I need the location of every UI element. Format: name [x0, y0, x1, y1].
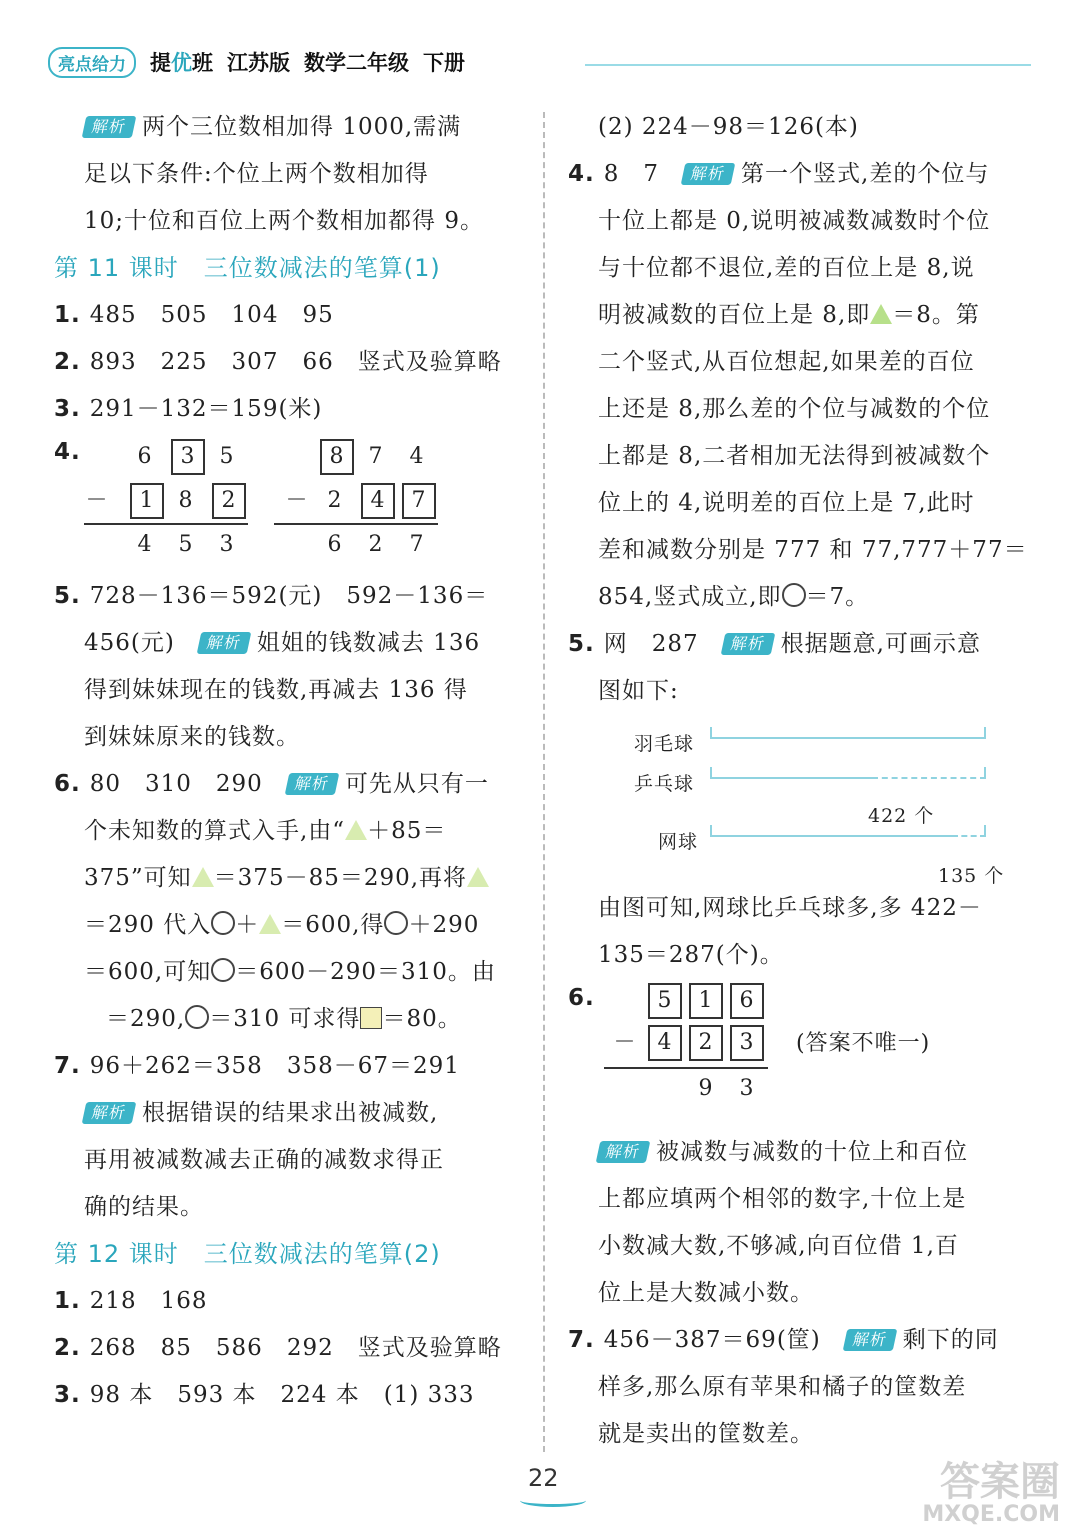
circle-icon [211, 958, 235, 982]
text-line: (2) 224－98＝126(本) [598, 114, 859, 140]
blank-box: 4 [361, 483, 395, 519]
text-line: 再用被减数减去正确的减数求得正 [84, 1147, 444, 1173]
answer-6-vertical-subtraction: 6. 5 1 6 － 4 2 3 9 3 (答案不唯一) [568, 985, 931, 1101]
answer-4: 4. 8 7 解析 第一个竖式,差的个位与 [568, 161, 990, 187]
label-tennis: 网球 [658, 831, 699, 853]
circle-icon [211, 911, 235, 935]
answer-12-3: 3. 98 本 593 本 224 本 (1) 333 [54, 1382, 475, 1408]
text-line: 由图可知,网球比乒乓球多,多 422－ [598, 895, 982, 921]
circle-icon [782, 583, 806, 607]
lesson-title: 第 12 课时 三位数减法的笔算(2) [54, 1240, 441, 1268]
comparison-diagram [568, 715, 1036, 885]
text-line: 得到妹妹现在的钱数,再减去 136 得 [84, 677, 468, 703]
text-line: ＝290 代入 ＋ ＝600,得 ＋290 [84, 912, 480, 938]
text-line: 456(元) 解析 姐姐的钱数减去 136 [84, 630, 481, 656]
text-line: 样多,那么原有苹果和橘子的筐数差 [598, 1374, 967, 1400]
page-number: 22 [528, 1464, 559, 1492]
note: (答案不唯一) [796, 1031, 931, 1056]
text-line: 明被减数的百位上是 8,即 ＝8。第 [598, 302, 980, 328]
analysis-line: 解析 被减数与减数的十位上和百位 [568, 1129, 1036, 1176]
text-line: 854,竖式成立,即 ＝7。 [598, 584, 870, 610]
triangle-icon [84, 1008, 106, 1028]
watermark: 答案圈 MXQE.COM [922, 1459, 1060, 1527]
triangle-icon [870, 304, 892, 324]
text-line: 到妹妹原来的钱数。 [84, 724, 300, 750]
blank-box: 2 [212, 483, 246, 519]
answer-6: 6. 80 310 290 解析 可先从只有一 [54, 771, 489, 797]
answer-7: 7. 96＋262＝358 358－67＝291 [54, 1053, 460, 1079]
answer-2: 2. 893 225 307 66 竖式及验算略 [54, 349, 502, 375]
triangle-icon [345, 820, 367, 840]
edition: 江苏版 [227, 51, 290, 75]
label-diff1: 422 个 [868, 805, 935, 827]
text-line: 小数减大数,不够减,向百位借 1,百 [598, 1233, 959, 1259]
label-badminton: 羽毛球 [634, 733, 695, 755]
circle-icon [185, 1005, 209, 1029]
answer-12-2: 2. 268 85 586 292 竖式及验算略 [54, 1335, 502, 1361]
brand-badge: 亮点给力 [48, 47, 136, 78]
analysis-line: 解析 根据错误的结果求出被减数, [54, 1090, 520, 1137]
text-line: 上都是 8,二者相加无法得到被减数个 [598, 443, 991, 469]
text-line: 上还是 8,那么差的个位与减数的个位 [598, 396, 991, 422]
lesson-title: 第 11 课时 三位数减法的笔算(1) [54, 254, 441, 282]
blank-box: 3 [171, 439, 205, 475]
text-line: 个未知数的算式入手,由“ ＋85＝ [84, 818, 447, 844]
blank-box: 7 [402, 483, 436, 519]
text-line: 375”可知 ＝375－85＝290,再将 [54, 855, 520, 902]
volume: 下册 [423, 51, 465, 75]
text-line: 足以下条件:个位上两个数相加得 [84, 161, 429, 187]
text-line: 位上的 4,说明差的百位上是 7,此时 [598, 490, 975, 516]
text-line: 二个竖式,从百位想起,如果差的百位 [598, 349, 975, 375]
text-line: 上都应填两个相邻的数字,十位上是 [598, 1186, 967, 1212]
blank-box: 1 [130, 483, 164, 519]
text-line: 确的结果。 [84, 1194, 204, 1220]
text-line: 差和减数分别是 777 和 77,777＋77＝ [598, 537, 1028, 563]
triangle-icon [467, 867, 489, 887]
square-icon [360, 1007, 382, 1029]
answer-12-1: 1. 218 168 [54, 1288, 208, 1314]
header-rule [585, 64, 1031, 66]
text-line: 位上是大数减小数。 [598, 1280, 814, 1306]
left-column [54, 104, 520, 1419]
text-line: 十位上都是 0,说明被减数减数时个位 [598, 208, 991, 234]
answer-5: 5. 728－136＝592(元) 592－136＝ [54, 583, 489, 609]
text-line: ＝600,可知 ＝600－290＝310。由 [84, 959, 496, 985]
right-column [568, 104, 1036, 1458]
text-line: 135＝287(个)。 [598, 942, 784, 968]
answer-1: 1. 485 505 104 95 [54, 302, 334, 328]
triangle-icon [259, 914, 281, 934]
answer-5: 5. 网 287 解析 根据题意,可画示意 [568, 631, 981, 657]
page-swoosh [520, 1494, 586, 1507]
blank-box: 8 [320, 439, 354, 475]
answer-4-vertical-subtraction: 4. 6 3 5 － 1 8 2 4 5 3 8 7 4 － 2 4 7 6 2 7 [54, 433, 520, 573]
text-line: ＝290, ＝310 可求得 ＝80。 [54, 996, 520, 1043]
circle-icon [384, 911, 408, 935]
series-title: 提优班 [150, 51, 213, 75]
text-line: 图如下: [598, 678, 679, 704]
page-header [48, 46, 465, 78]
analysis-line: 解析 两个三位数相加得 1000,需满 [54, 104, 520, 151]
column-divider [543, 112, 545, 1452]
label-pingpong: 乒乓球 [634, 773, 695, 795]
triangle-icon [192, 867, 214, 887]
answer-7: 7. 456－387＝69(筐) 解析 剩下的同 [568, 1327, 999, 1353]
text-line: 就是卖出的筐数差。 [598, 1421, 814, 1447]
text-line: 与十位都不退位,差的百位上是 8,说 [598, 255, 975, 281]
answer-3: 3. 291－132＝159(米) [54, 396, 323, 422]
analysis-tag: 解析 [82, 116, 137, 138]
label-diff2: 135 个 [938, 865, 1005, 887]
subject: 数学二年级 [304, 51, 409, 75]
text-line: 10;十位和百位上两个数相加都得 9。 [84, 208, 484, 234]
